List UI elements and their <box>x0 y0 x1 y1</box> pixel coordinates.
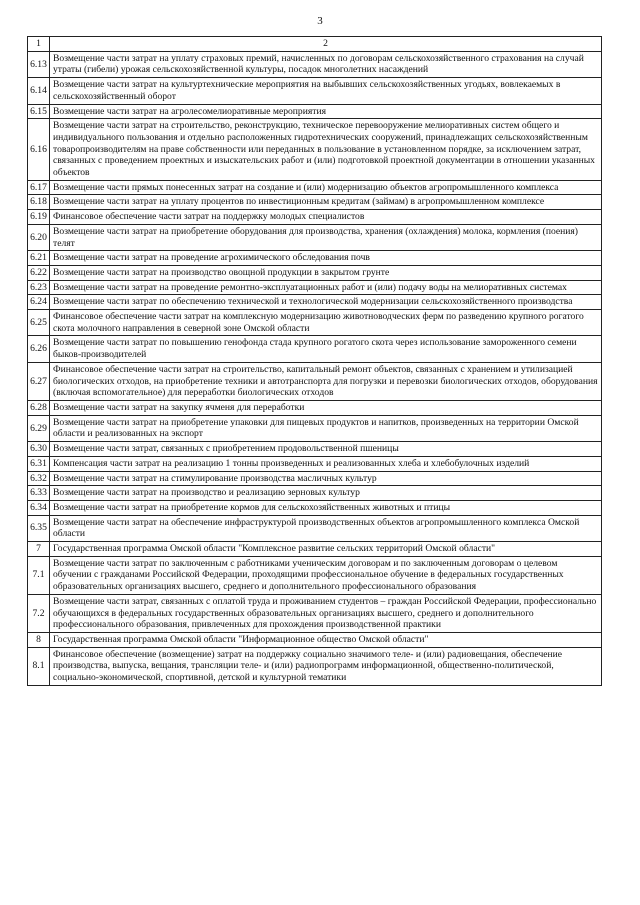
row-number: 6.25 <box>28 310 50 336</box>
row-number: 6.32 <box>28 471 50 486</box>
row-number: 6.35 <box>28 515 50 541</box>
row-number: 6.26 <box>28 336 50 362</box>
row-number: 6.33 <box>28 486 50 501</box>
table-row <box>28 486 602 501</box>
table-row <box>28 556 602 594</box>
row-number: 6.23 <box>28 280 50 295</box>
row-description: Возмещение части прямых понесенных затрат на создание и (или) модернизацию объектов агропромышленного комплекса <box>50 180 602 195</box>
row-description: Государственная программа Омской области "Комплексное развитие сельских территорий Омской области" <box>50 542 602 557</box>
subsidy-table <box>27 36 602 686</box>
table-row <box>28 180 602 195</box>
table-row <box>28 295 602 310</box>
row-description: Финансовое обеспечение части затрат на строительство, капитальный ремонт объектов, связанных с хранением и утилизацией биологических отходов, на приобретение техники и автотранспорта для погрузки и перевозки биологических отходов, оборудования (включая вспомогательное) для переработки биологических отходов <box>50 362 602 400</box>
table-row <box>28 400 602 415</box>
row-number: 8.1 <box>28 647 50 685</box>
row-number: 6.13 <box>28 51 50 77</box>
row-description: Компенсация части затрат на реализацию 1 тонны произведенных и реализованных хлеба и хлебобулочных изделий <box>50 456 602 471</box>
row-number: 6.14 <box>28 78 50 104</box>
table-row <box>28 442 602 457</box>
row-description: Возмещение части затрат на культуртехнические мероприятия на выбывших сельскохозяйственных угодьях, вовлекаемых в сельскохозяйственный оборот <box>50 78 602 104</box>
table-row <box>28 265 602 280</box>
row-description: Возмещение части затрат на уплату страховых премий, начисленных по договорам сельскохозяйственного страхования на случай утраты (гибели) урожая сельскохозяйственной культуры, посадок многолетних насаждений <box>50 51 602 77</box>
table-row <box>28 251 602 266</box>
row-description: Возмещение части затрат на уплату процентов по инвестиционным кредитам (займам) в агропромышленном комплексе <box>50 195 602 210</box>
table-row <box>28 362 602 400</box>
row-description: Финансовое обеспечение (возмещение) затрат на поддержку социально значимого теле- и (или) радиовещания, обеспечение производства, выпуска, вещания, трансляции теле- и (или) радиопрограмм информационной, общественно-политической, социально-экономической, спортивной, детской и культурной тематики <box>50 647 602 685</box>
row-number: 6.15 <box>28 104 50 119</box>
row-description: Возмещение части затрат на агролесомелиоративные мероприятия <box>50 104 602 119</box>
row-description: Государственная программа Омской области "Информационное общество Омской области" <box>50 632 602 647</box>
row-number: 6.24 <box>28 295 50 310</box>
row-description: Возмещение части затрат по обеспечению технической и технологической модернизации сельскохозяйственного производства <box>50 295 602 310</box>
row-description: Возмещение части затрат, связанных с приобретением продовольственной пшеницы <box>50 442 602 457</box>
page-number: 3 <box>317 15 323 27</box>
row-description: Финансовое обеспечение части затрат на комплексную модернизацию животноводческих ферм по разведению крупного рогатого скота молочного направления в северной зоне Омской области <box>50 310 602 336</box>
row-description: Возмещение части затрат по заключенным с работниками ученическим договорам и по заключенным договорам о целевом обучении с гражданами Российской Федерации, проходящими профессиональное обучение в федеральных государственных образовательных организациях высшего, среднего и дополнительного профессионального образования <box>50 556 602 594</box>
row-description: Возмещение части затрат на обеспечение инфраструктурой производственных объектов агропромышленного комплекса Омской области <box>50 515 602 541</box>
header-col-1: 1 <box>28 37 50 52</box>
row-number: 6.20 <box>28 224 50 250</box>
table-row <box>28 310 602 336</box>
table-row <box>28 119 602 181</box>
row-description: Возмещение части затрат на приобретение оборудования для производства, хранения (охлаждения) молока, кормления (поения) телят <box>50 224 602 250</box>
row-number: 6.34 <box>28 500 50 515</box>
table-row <box>28 500 602 515</box>
row-number: 7 <box>28 542 50 557</box>
row-number: 6.27 <box>28 362 50 400</box>
table-row <box>28 210 602 225</box>
table-row <box>28 280 602 295</box>
row-number: 6.28 <box>28 400 50 415</box>
table-row <box>28 336 602 362</box>
table-row <box>28 542 602 557</box>
table-header-row <box>28 37 602 52</box>
table-row <box>28 224 602 250</box>
row-description: Возмещение части затрат на проведение агрохимического обследования почв <box>50 251 602 266</box>
table-row <box>28 515 602 541</box>
row-number: 6.21 <box>28 251 50 266</box>
table-row <box>28 78 602 104</box>
table-row <box>28 195 602 210</box>
row-number: 6.29 <box>28 415 50 441</box>
row-description: Возмещение части затрат на проведение ремонтно-эксплуатационных работ и (или) подачу воды на мелиоративных системах <box>50 280 602 295</box>
row-number: 8 <box>28 632 50 647</box>
row-description: Возмещение части затрат на приобретение кормов для сельскохозяйственных животных и птицы <box>50 500 602 515</box>
row-number: 6.19 <box>28 210 50 225</box>
table-row <box>28 456 602 471</box>
row-number: 6.17 <box>28 180 50 195</box>
row-description: Возмещение части затрат на закупку ячменя для переработки <box>50 400 602 415</box>
header-col-2: 2 <box>50 37 602 52</box>
row-number: 6.22 <box>28 265 50 280</box>
row-description: Возмещение части затрат на строительство, реконструкцию, техническое перевооружение мелиоративных систем общего и индивидуального пользования и отдельно расположенных гидротехнических сооружений, принадлежащих сельскохозяйственным товаропроизводителям на праве собственности или переданных в пользование в установленном порядке, за исключением затрат, связанных с проведением проектных и изыскательских работ и (или) подготовкой проектной документации в отношении указанных объектов <box>50 119 602 181</box>
row-number: 7.2 <box>28 594 50 632</box>
row-description: Возмещение части затрат на стимулирование производства масличных культур <box>50 471 602 486</box>
row-number: 6.18 <box>28 195 50 210</box>
row-description: Возмещение части затрат по повышению генофонда стада крупного рогатого скота через использование замороженного семени быков-производителей <box>50 336 602 362</box>
table-body <box>28 37 602 686</box>
row-description: Возмещение части затрат на производство овощной продукции в закрытом грунте <box>50 265 602 280</box>
table-row <box>28 594 602 632</box>
table-row <box>28 104 602 119</box>
table-row <box>28 647 602 685</box>
table-row <box>28 415 602 441</box>
row-description: Возмещение части затрат, связанных с оплатой труда и проживанием студентов – граждан Российской Федерации, профессионально обучающихся в федеральных государственных образовательных организациях высшего, среднего и дополнительного профессионального образования, привлеченных для прохождения производственной практики <box>50 594 602 632</box>
row-number: 6.31 <box>28 456 50 471</box>
row-number: 6.30 <box>28 442 50 457</box>
table-row <box>28 51 602 77</box>
row-number: 7.1 <box>28 556 50 594</box>
table-row <box>28 471 602 486</box>
table-row <box>28 632 602 647</box>
row-description: Возмещение части затрат на производство и реализацию зерновых культур <box>50 486 602 501</box>
row-number: 6.16 <box>28 119 50 181</box>
row-description: Финансовое обеспечение части затрат на поддержку молодых специалистов <box>50 210 602 225</box>
row-description: Возмещение части затрат на приобретение упаковки для пищевых продуктов и напитков, произведенных на территории Омской области и реализованных на экспорт <box>50 415 602 441</box>
